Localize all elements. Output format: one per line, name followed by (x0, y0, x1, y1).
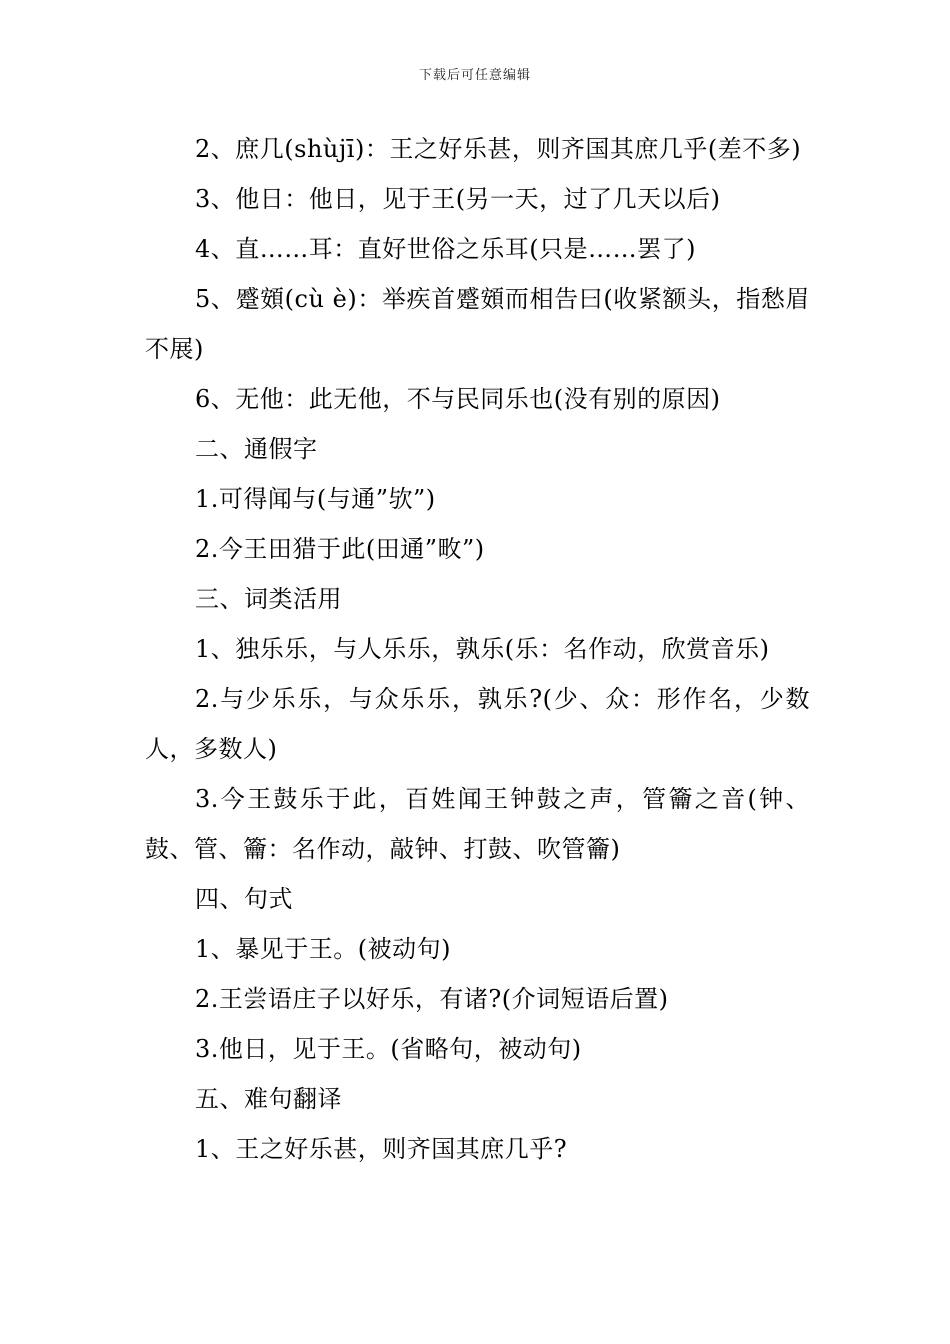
paragraph: 1、独乐乐，与人乐乐，孰乐(乐：名作动，欣赏音乐) (195, 635, 770, 663)
paragraph: 3.今王鼓乐于此，百姓闻王钟鼓之声，管籥之音(钟、鼓、管、籥：名作动，敲钟、打鼓、吹管籥) (145, 785, 810, 863)
paragraph: 2.今王田猎于此(田通”畋”) (195, 535, 485, 563)
paragraph: 1、暴见于王。(被动句) (195, 935, 451, 963)
paragraph: 1、王之好乐甚，则齐国其庶几乎? (195, 1135, 568, 1163)
paragraph: 4、直……耳：直好世俗之乐耳(只是……罢了) (195, 235, 696, 263)
paragraph: 2.王尝语庄子以好乐，有诸?(介词短语后置) (195, 985, 669, 1013)
section-heading: 三、词类活用 (195, 585, 342, 613)
paragraph: 1.可得闻与(与通”欤”) (195, 485, 436, 513)
section-heading: 五、难句翻译 (195, 1085, 342, 1113)
section-heading: 四、句式 (195, 885, 293, 913)
paragraph: 3.他日，见于王。(省略句，被动句) (195, 1035, 582, 1063)
paragraph: 6、无他：此无他，不与民同乐也(没有别的原因) (195, 385, 721, 413)
page-header: 下载后可任意编辑 (418, 68, 531, 83)
paragraph: 5、蹙頞(cù è)：举疾首蹙頞而相告曰(收紧额头，指愁眉不展) (145, 285, 810, 363)
paragraph: 2.与少乐乐，与众乐乐，孰乐?(少、众：形作名，少数人，多数人) (145, 685, 810, 763)
paragraph: 3、他日：他日，见于王(另一天，过了几天以后) (195, 185, 721, 213)
paragraph: 2、庶几(shùjī)：王之好乐甚，则齐国其庶几乎(差不多) (195, 135, 802, 163)
section-heading: 二、通假字 (195, 435, 318, 463)
document-body (145, 124, 810, 1174)
